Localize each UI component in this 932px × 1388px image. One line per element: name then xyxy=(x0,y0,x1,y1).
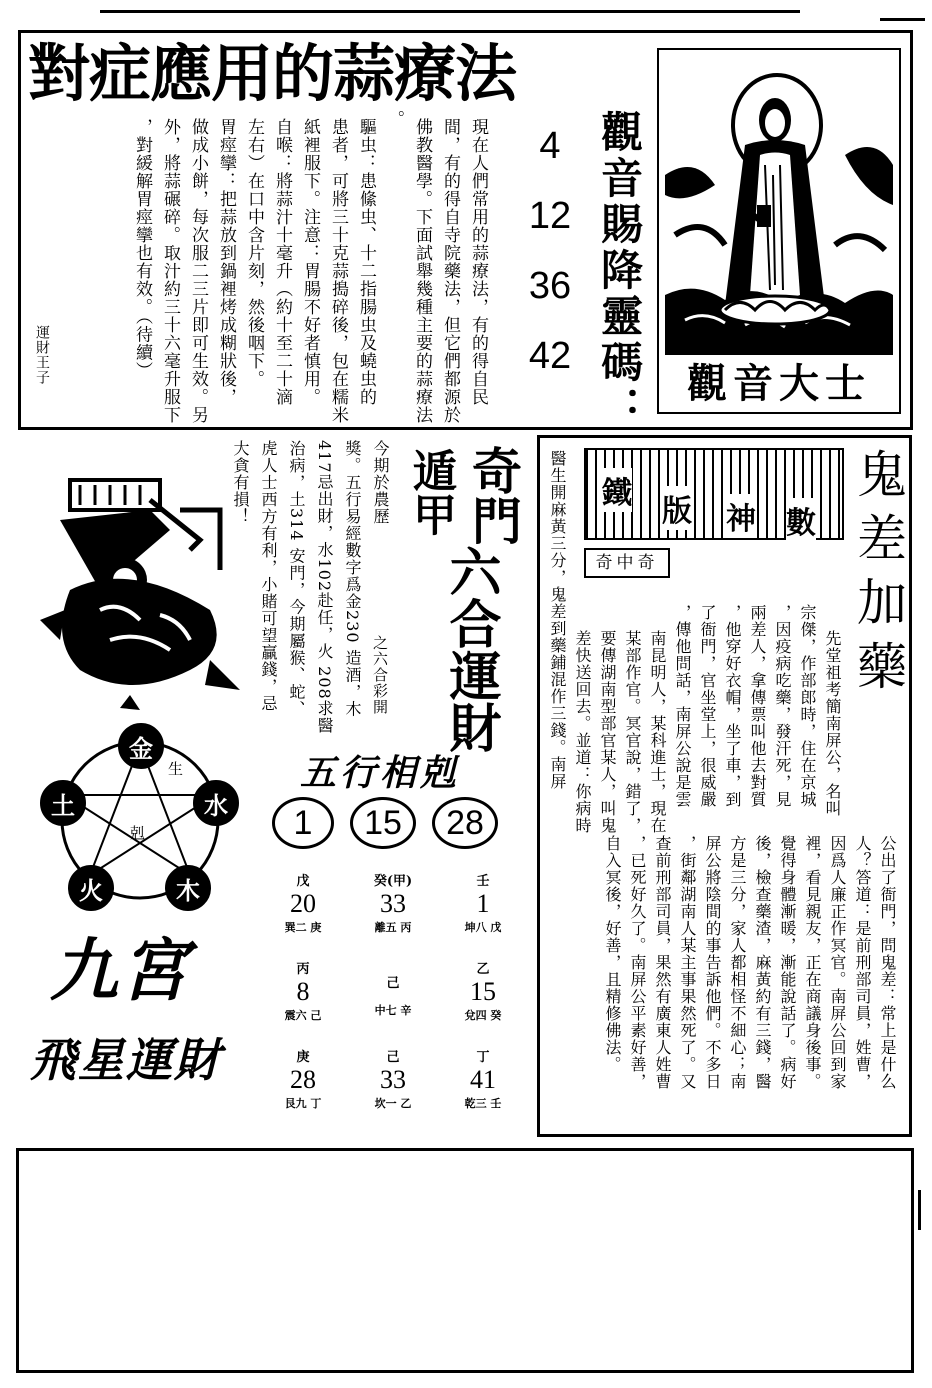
cell-number: 28 xyxy=(290,1065,316,1094)
article-col: 驅虫：患絛虫、十二指腸虫及蟯虫的 xyxy=(356,118,376,406)
lucky-number: 12 xyxy=(528,195,572,237)
ghost-col: ，街鄰湖南人某主事果然死了。又 xyxy=(678,835,697,1090)
cell-bottom: 兌四 癸 xyxy=(464,1009,502,1022)
cell-number: 20 xyxy=(290,889,316,918)
top-border-mark xyxy=(100,0,800,13)
wuxing-node-earth: 土 xyxy=(40,780,86,826)
ghost-col: 先堂祖考簡南屏公，名叫 xyxy=(823,630,842,817)
cell-top: 丁 xyxy=(476,1050,490,1065)
qizhongqi-tag: 奇中奇 xyxy=(584,548,670,578)
cell-bottom: 坤八 戊 xyxy=(464,921,502,934)
wuxing-title: 五行相剋 xyxy=(300,753,461,794)
qimen-title-b: 遁甲 xyxy=(405,448,456,536)
ghost-col: 查前刑部司員，果然有廣東人姓曹 xyxy=(653,835,672,1090)
jiugong-cell xyxy=(258,958,348,1023)
qimen-sub: 之六合彩開 xyxy=(371,635,389,715)
cell-bottom: 巽二 庚 xyxy=(284,921,322,934)
qimen-col: 獎。五行易經數字爲金230 造酒，木 xyxy=(343,440,362,718)
ghost-col: 要傳湖南型部官某人，叫鬼 xyxy=(598,630,617,834)
article-col: 紙裡服下。注意：胃腸不好者慎用。 xyxy=(300,118,320,406)
wuxing-node-water: 水 xyxy=(193,780,239,826)
ghost-col: 南昆明人，某科進士，現在 xyxy=(648,630,667,834)
article-col: 胃痙攣：把蒜放到鍋裡烤成糊狀後， xyxy=(216,118,236,406)
article-signature: 運財王子 xyxy=(34,325,50,385)
jiugong-cell xyxy=(438,870,528,935)
cell-mid: 己 xyxy=(386,976,400,991)
qimen-col: 417忌出財，水102赴任，火 208求醫 xyxy=(315,440,334,734)
lucky-number: 42 xyxy=(528,335,572,377)
wuxing-number-row xyxy=(272,795,502,855)
banner-char: 數 xyxy=(786,498,816,542)
cell-number: 33 xyxy=(380,889,406,918)
article-col: 佛教醫學。下面試舉幾種主要的蒜療法 xyxy=(412,118,432,424)
jiugong-title: 九宮 xyxy=(50,932,191,1011)
ghost-col: 方是三分，家人都相怪不細心；南 xyxy=(728,835,747,1090)
top-right-mark xyxy=(880,0,925,21)
article-title: 對症應用的蒜療法 xyxy=(28,40,517,108)
jiugong-cell xyxy=(438,958,528,1023)
cell-bottom: 離五 丙 xyxy=(374,921,412,934)
qimen-col: 今期於農歷 xyxy=(371,440,390,525)
article-col: 左右）在口中含片刻，然後咽下。 xyxy=(244,118,264,388)
qimen-title-c: 六合運財 xyxy=(440,545,500,753)
wuxing-number: 28 xyxy=(432,797,498,849)
cell-number: 33 xyxy=(380,1065,406,1094)
ghost-col: 宗傑，作部郎時，住在京城 xyxy=(798,604,817,808)
ghost-col: ，已死好久了。南屏公平素好善， xyxy=(628,835,647,1090)
article-col: 。 xyxy=(384,110,404,128)
ghost-col: 某部作官。冥官說，錯了， xyxy=(623,630,642,834)
banner-char: 神 xyxy=(726,494,756,538)
qimen-col: 虎人士西方有利，小賭可望贏錢，忌 xyxy=(259,440,278,712)
cell-top: 壬 xyxy=(476,874,490,889)
article-col: ，對緩解胃痙攣也有效。（待續） xyxy=(132,118,152,380)
qimen-title-a: 奇門 xyxy=(464,445,522,545)
jiugong-grid xyxy=(258,870,528,1130)
ghost-col: 醫生開麻黃三分，鬼差到藥鋪混作三錢。南屏 xyxy=(548,450,567,790)
article-col: 現在人們常用的蒜療法，有的得自民 xyxy=(468,118,488,406)
cell-top: 癸(甲) xyxy=(373,874,413,889)
ghost-body-a xyxy=(545,450,850,834)
ghost-col: 公出了衙門，問鬼差：常上是什么 xyxy=(878,835,897,1090)
ghost-col: 兩差人，拿傳票叫他去對質 xyxy=(748,604,767,808)
guanyin-figure-image xyxy=(665,55,893,355)
guanyin-caption: 觀音大士 xyxy=(687,360,871,407)
article-col: 做成小餅，每次服二三片即可生效。另 xyxy=(188,118,208,424)
wuxing-node-wood: 木 xyxy=(165,865,211,911)
right-edge-mark xyxy=(918,1190,931,1230)
cell-number: 41 xyxy=(470,1065,496,1094)
banner-char: 鐵 xyxy=(602,468,632,512)
jiugong-cell xyxy=(348,958,438,1018)
cell-number: 8 xyxy=(296,977,310,1006)
guanyin-numbers xyxy=(520,125,580,405)
jiugong-cell xyxy=(348,1046,438,1111)
cell-top: 戊 xyxy=(296,874,310,889)
cell-number: 1 xyxy=(476,889,490,918)
wuxing-number: 15 xyxy=(350,797,416,849)
bottom-empty-box xyxy=(16,1148,914,1373)
ghost-col: 差快送回去。並道：你病時 xyxy=(573,630,592,834)
ghost-col: 因爲人廉正作冥官。南屏公回到家 xyxy=(828,835,847,1090)
cell-top: 己 xyxy=(386,1050,400,1065)
guanyin-heading: 觀音賜降靈碼： xyxy=(595,110,644,432)
cell-bottom: 艮九 丁 xyxy=(284,1097,322,1110)
article-col: 外，將蒜碾碎。取汁約三十六毫升服下 xyxy=(160,118,180,424)
wuxing-sheng-label: 生 xyxy=(168,760,184,778)
jiugong-cell xyxy=(258,870,348,935)
article-col: 患者，可將三十克蒜搗碎後，包在糯米 xyxy=(328,118,348,424)
ghost-body-b xyxy=(570,835,900,1130)
cell-bottom: 乾三 壬 xyxy=(464,1097,502,1110)
banner-char: 版 xyxy=(662,486,692,530)
lucky-number: 36 xyxy=(528,265,572,307)
jiugong-cell xyxy=(258,1046,348,1111)
ghost-col: ，因疫病吃藥，發汗死，見 xyxy=(773,604,792,808)
cell-bottom: 中七 辛 xyxy=(374,1004,412,1017)
article-col: 自喉：將蒜汁十毫升（約十至二十滴 xyxy=(272,118,292,406)
cell-number: 15 xyxy=(470,977,496,1006)
ghost-col: 裡，看見親友，正在商議身後事。 xyxy=(803,835,822,1090)
qimen-col: 大貪有損！ xyxy=(231,440,250,525)
ghost-col: 屏公將陰間的事告訴他們。不多日 xyxy=(703,835,722,1090)
lucky-number: 4 xyxy=(539,125,561,167)
ghost-col: ，他穿好衣帽，坐了車，到 xyxy=(723,604,742,808)
ghost-col: 自入冥後，好善，且精修佛法。 xyxy=(603,835,622,1073)
cell-bottom: 坎一 乙 xyxy=(374,1097,412,1110)
jiugong-cell xyxy=(438,1046,528,1111)
ghost-col: 後，檢查藥渣，麻黃約有三錢，醫 xyxy=(753,835,772,1090)
cell-top: 乙 xyxy=(476,962,490,977)
wuxing-number: 1 xyxy=(272,797,334,849)
ghost-title: 鬼差加藥 xyxy=(849,448,907,704)
article-body xyxy=(30,110,490,424)
article-col: 間，有的得自寺院藥法，但它們都源於 xyxy=(440,118,460,424)
wuxing-ke-label: 剋 xyxy=(130,824,146,842)
wuxing-node-fire: 火 xyxy=(68,865,114,911)
qimen-body xyxy=(200,440,400,740)
wuxing-node-metal: 金 xyxy=(118,723,164,769)
jiugong-cell xyxy=(348,870,438,935)
ghost-col: 人？答道：是前刑部司員，姓曹， xyxy=(853,835,872,1090)
jiugong-subtitle: 飛星運財 xyxy=(30,1033,222,1087)
cell-top: 丙 xyxy=(296,962,310,977)
cell-top: 庚 xyxy=(296,1050,310,1065)
cell-bottom: 震六 己 xyxy=(284,1009,322,1022)
ghost-col: ，傳他問話，南屏公說是雲 xyxy=(673,604,692,808)
qimen-col: 治病，土314 安門，今期屬猴、蛇、 xyxy=(287,440,306,718)
ghost-col: 了衙門，官坐堂上，很威嚴 xyxy=(698,604,717,808)
ghost-col: 覺得身體漸暖，漸能說話了。病好 xyxy=(778,835,797,1090)
